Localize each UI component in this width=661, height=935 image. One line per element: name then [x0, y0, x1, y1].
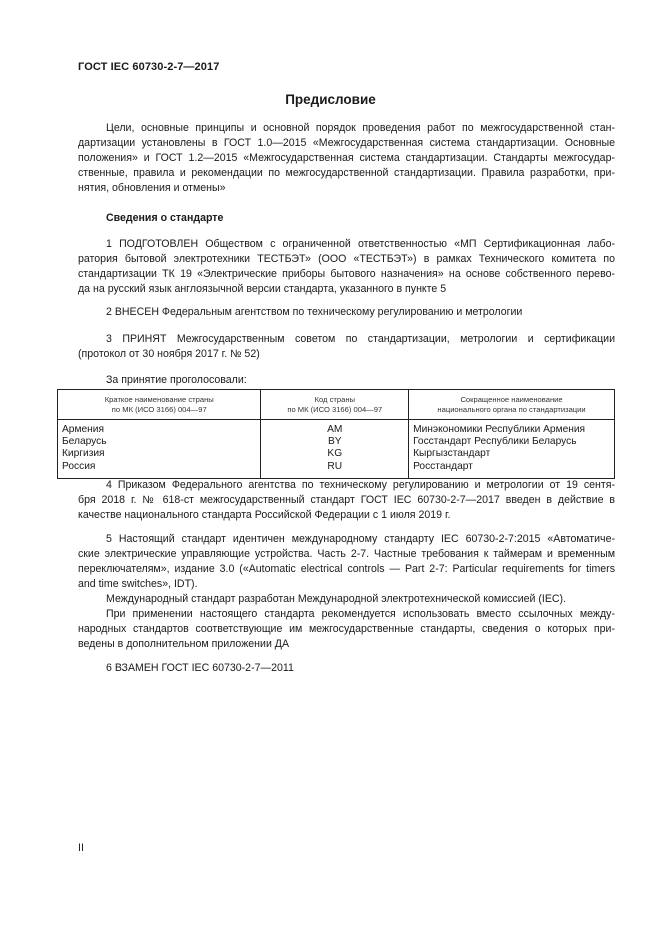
text-line: дартизации установлены в ГОСТ 1.0—2015 «Межгосударственная система стандартизации. Основные [78, 137, 615, 149]
text-line: положения» и ГОСТ 1.2—2015 «Межгосударственная система стандартизации. Стандарты межгосудар- [78, 152, 615, 164]
page-number: II [78, 842, 84, 854]
text-line: бря 2018 г. № 618-ст межгосударственный стандарт ГОСТ IEC 60730-2-7—2017 введен в действие в [78, 494, 615, 506]
text-line: 2 ВНЕСЕН Федеральным агентством по техническому регулированию и метрологии [106, 306, 523, 318]
item-4-paragraph [78, 478, 615, 523]
text-line: ведены в дополнительном приложении ДА [78, 638, 290, 650]
text-line: ственные, правила и рекомендации по межгосударственной стандартизации. Правила разработки, при- [78, 167, 615, 179]
item-3-paragraph [78, 332, 615, 362]
text-line: 4 Приказом Федерального агентства по техническому регулированию и метрологии от 19 сентя- [106, 479, 615, 491]
item-5-paragraph [78, 532, 615, 652]
text-line: ские электрические управляющие устройства. Часть 2-7. Частные требования к таймерам и временным [78, 548, 615, 560]
item-2-paragraph [78, 305, 615, 320]
vote-label-paragraph [78, 373, 615, 388]
text-line: Международный стандарт разработан Международной электротехнической комиссией (IEC). [106, 593, 567, 605]
text-line: 6 ВЗАМЕН ГОСТ IEC 60730-2-7—2011 [106, 662, 294, 674]
text-line: переключателям», издание 3.0 («Automatic electrical controls — Part 2-7: Particular requirements for timers [78, 563, 615, 575]
text-line: При применении настоящего стандарта рекомендуется использовать вместо ссылочных между- [106, 608, 615, 620]
item-6-paragraph [78, 661, 615, 676]
page-title: Предисловие [285, 92, 376, 107]
text-line: and time switches», IDT). [78, 578, 198, 590]
text-line: народных стандартов соответствующие им межгосударственные стандарты, сведения о которых при- [78, 623, 615, 635]
text-line: 1 ПОДГОТОВЛЕН Обществом с ограниченной ответственностью «МП Сертификационная лабо- [106, 238, 615, 250]
preface-intro-paragraph [78, 121, 615, 196]
code-cell: AM BY KG RU [261, 420, 409, 479]
text-line: 5 Настоящий стандарт идентичен международному стандарту IEC 60730-2-7:2015 «Автоматиче- [106, 533, 615, 545]
item-1-paragraph [78, 237, 615, 297]
column-header-country: Краткое наименование страны по МК (ИСО 3166) 004—97 [58, 390, 261, 420]
voting-countries-table [57, 389, 615, 479]
table-header-row [58, 390, 615, 420]
document-code-header: ГОСТ IEC 60730-2-7—2017 [78, 61, 220, 73]
text-line: нятия, обновления и отмены» [78, 182, 226, 194]
section-heading: Сведения о стандарте [106, 212, 224, 224]
column-header-code: Код страны по МК (ИСО 3166) 004—97 [261, 390, 409, 420]
table-row [58, 420, 615, 479]
standards-body-cell: Минэкономики Республики Армения Госстандарт Республики Беларусь Кыргызстандарт Росстандарт [409, 420, 615, 479]
text-line: да на русский язык англоязычной версии стандарта, указанного в пункте 5 [78, 283, 447, 295]
text-line: стандартизации ТК 19 «Электрические приборы бытового назначения» на основе собственного перево- [78, 268, 615, 280]
country-cell: Армения Беларусь Киргизия Россия [58, 420, 261, 479]
text-line: (протокол от 30 ноября 2017 г. № 52) [78, 348, 260, 360]
text-line: 3 ПРИНЯТ Межгосударственным советом по стандартизации, метрологии и сертификации [106, 333, 615, 345]
text-line: Цели, основные принципы и основной порядок проведения работ по межгосударственной стан- [106, 122, 615, 134]
text-line: ратория бытовой электротехники ТЕСТБЭТ» (ООО «ТЕСТБЭТ») в рамках Технического комитета по [78, 253, 615, 265]
column-header-body: Сокращенное наименование национального органа по стандартизации [409, 390, 615, 420]
text-line: качестве национального стандарта Российской Федерации с 1 июля 2019 г. [78, 509, 451, 521]
vote-label: За принятие проголосовали: [106, 374, 247, 386]
